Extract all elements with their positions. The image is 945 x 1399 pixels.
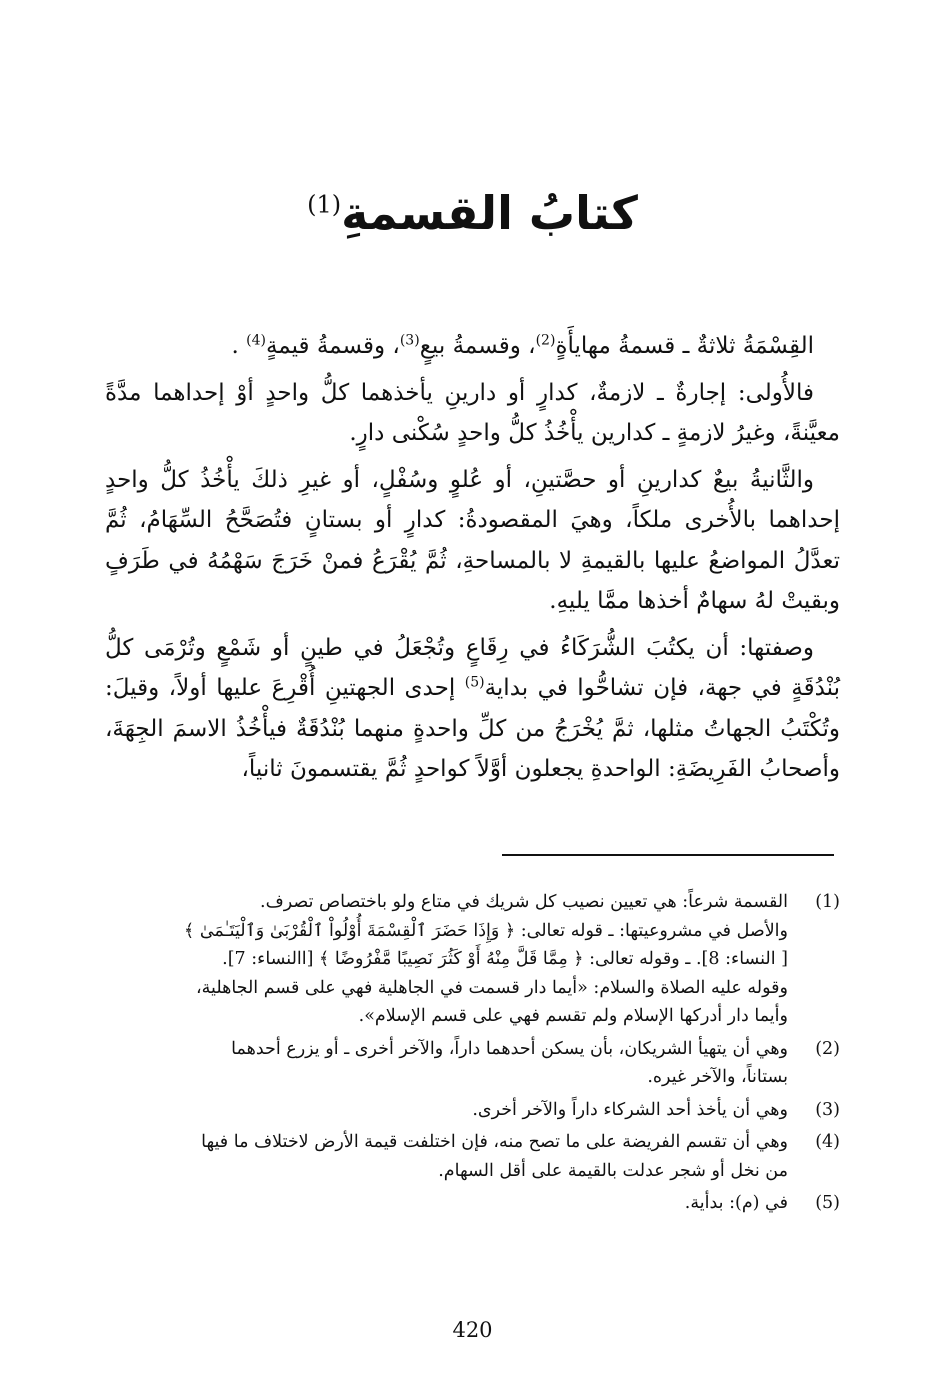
footnote-line: وهي أن يأخذ أحد الشركاء داراً والآخر أخرى. <box>472 1099 788 1120</box>
footnote-text <box>105 888 788 1031</box>
paragraph-text: وصفتها: أن يكتُبَ الشُّرَكَاءُ في رِقَاعٍ وتُجْعَلُ في طينٍ أو شَمْعٍ وتُرْمَى كلُّ بُنْدُقَةٍ في جهة، فإن تشاحُّوا في بداية <box>105 634 840 701</box>
footnote <box>105 1035 840 1092</box>
footnote-number: (1) <box>815 892 840 912</box>
chapter-title-text: كتابُ القسمةِ <box>341 186 638 240</box>
footnote <box>105 1189 840 1218</box>
footnotes <box>105 888 840 1222</box>
footnote-text <box>105 1128 788 1185</box>
paragraph-text: إحدى الجهتينِ أُقْرِعَ عليها أولاً، وقيلَ: وتُكْتَبُ الجهاتُ مثلها، ثمَّ يُخْرَجُ من كلِّ واحدةٍ منهما بُنْدُقَةٌ فيأْخُذُ الاسمَ الجِهَةَ، وأصحابُ الفَرِيضَةِ: الواحدةِ يجعلون أوَّلاً كواحدٍ ثُمَّ يقتسمونَ ثانياً، <box>105 675 840 782</box>
paragraph-text: ، وقسمةُ قيمةٍ <box>265 333 400 359</box>
paragraph-text: والثَّانيةُ بيعٌ كدارينِ أو حصَّتينِ، أو عُلوٍ وسُفْلٍ، أو غيرِ ذلكَ يأْخُذُ كلُّ واحدٍ إحداهما بالأُخرى ملكاً، وهيَ المقصودةُ: كدارٍ أو بستانٍ فتُصَحَّحُ السِّهَامُ، ثُمَّ تعدَّلُ المواضعُ عليها بالقيمةِ لا بالمساحةِ، ثُمَّ يُقْرَعُ فمنْ خَرَجَ سَهْمُهُ في طَرَفٍ وبقيتْ لهُ سهامٌ أخذها ممَّا يليهِ. <box>105 466 840 614</box>
paragraph <box>105 326 840 367</box>
page-number: 420 <box>452 1318 493 1342</box>
footnote <box>105 1096 840 1125</box>
title-footnote-ref: (1) <box>307 190 342 219</box>
chapter-title <box>307 186 638 240</box>
footnote-ref: (2) <box>535 332 556 349</box>
chapter-title-block <box>0 186 945 241</box>
footnote-text <box>105 1189 788 1218</box>
footnote-number: (2) <box>815 1038 840 1059</box>
paragraph-text: فالأُولى: إجارةٌ ـ لازمةٌ، كدارٍ أو دارينِ يأخذهما كلُّ واحدٍ أوْ إحداهما مدَّةً معيَّنةً، وغيرُ لازمةٍ ـ كدارين يأْخُذُ كلُّ واحدٍ سُكْنى دارٍ. <box>105 379 840 446</box>
footnote-line: وأيما دار أدركها الإسلام ولم تقسم فهي على قسم الإسلام». <box>358 1006 788 1026</box>
footnote <box>105 888 840 1031</box>
paragraph-text: . <box>231 333 247 359</box>
footnote-line: وهي أن يتهيأ الشريكان، بأن يسكن أحدهما داراً، والآخر أخرى ـ أو يزرع أحدهما <box>231 1038 788 1059</box>
footnote-line: وهي أن تقسم الفريضة على ما تصح منه، فإن اختلفت قيمة الأرض لاختلاف ما فيها <box>201 1132 788 1152</box>
footnote-separator <box>502 854 834 856</box>
footnote-ref: (4) <box>246 332 266 349</box>
footnote-line: [ النساء: 8]. ـ وقوله تعالى: ﴿ مِمَّا قَلَّ مِنْهُ أَوْ كَثُرَ نَصِيبًا مَّفْرُوضًا ﴾ [االنساء: 7]. <box>222 949 788 969</box>
footnote-line: من نخل أو شجر عدلت بالقيمة على أقل السهام. <box>438 1160 788 1181</box>
paragraph <box>105 628 840 790</box>
footnote-number: (4) <box>815 1132 840 1152</box>
footnote-number: (3) <box>815 1099 840 1120</box>
footnote-ref: (5) <box>464 674 485 691</box>
footnote-line: القسمة شرعاً: هي تعيين نصيب كل شريك في متاع ولو باختصاص تصرف. <box>260 892 788 912</box>
paragraph-text: القِسْمَةُ ثلاثةٌ ـ قسمةُ مهايأَةٍ <box>555 333 814 359</box>
footnote-line: والأصل في مشروعيتها: ـ قوله تعالى: ﴿ وَإِذَا حَضَرَ ٱلْقِسْمَةَ أُوْلُواْ ٱلْقُرْبَىٰ وَٱلْيَتَـٰمَىٰ ﴾ <box>184 920 788 941</box>
paragraph <box>105 373 840 454</box>
footnote-text <box>105 1035 788 1092</box>
footnote-line: بستاناً، والآخر غيره. <box>647 1067 788 1087</box>
footnote <box>105 1128 840 1185</box>
paragraph <box>105 460 840 622</box>
main-text <box>105 326 840 796</box>
footnote-line: في (م): بدأية. <box>684 1193 788 1213</box>
paragraph-text: ، وقسمةُ بيعٍ <box>419 333 536 359</box>
footnote-number: (5) <box>815 1193 840 1213</box>
footnote-text <box>105 1096 788 1125</box>
footnote-ref: (3) <box>399 332 420 349</box>
footnote-line: وقوله عليه الصلاة والسلام: «أيما دار قسمت في الجاهلية فهي على قسم الجاهلية، <box>196 977 788 998</box>
